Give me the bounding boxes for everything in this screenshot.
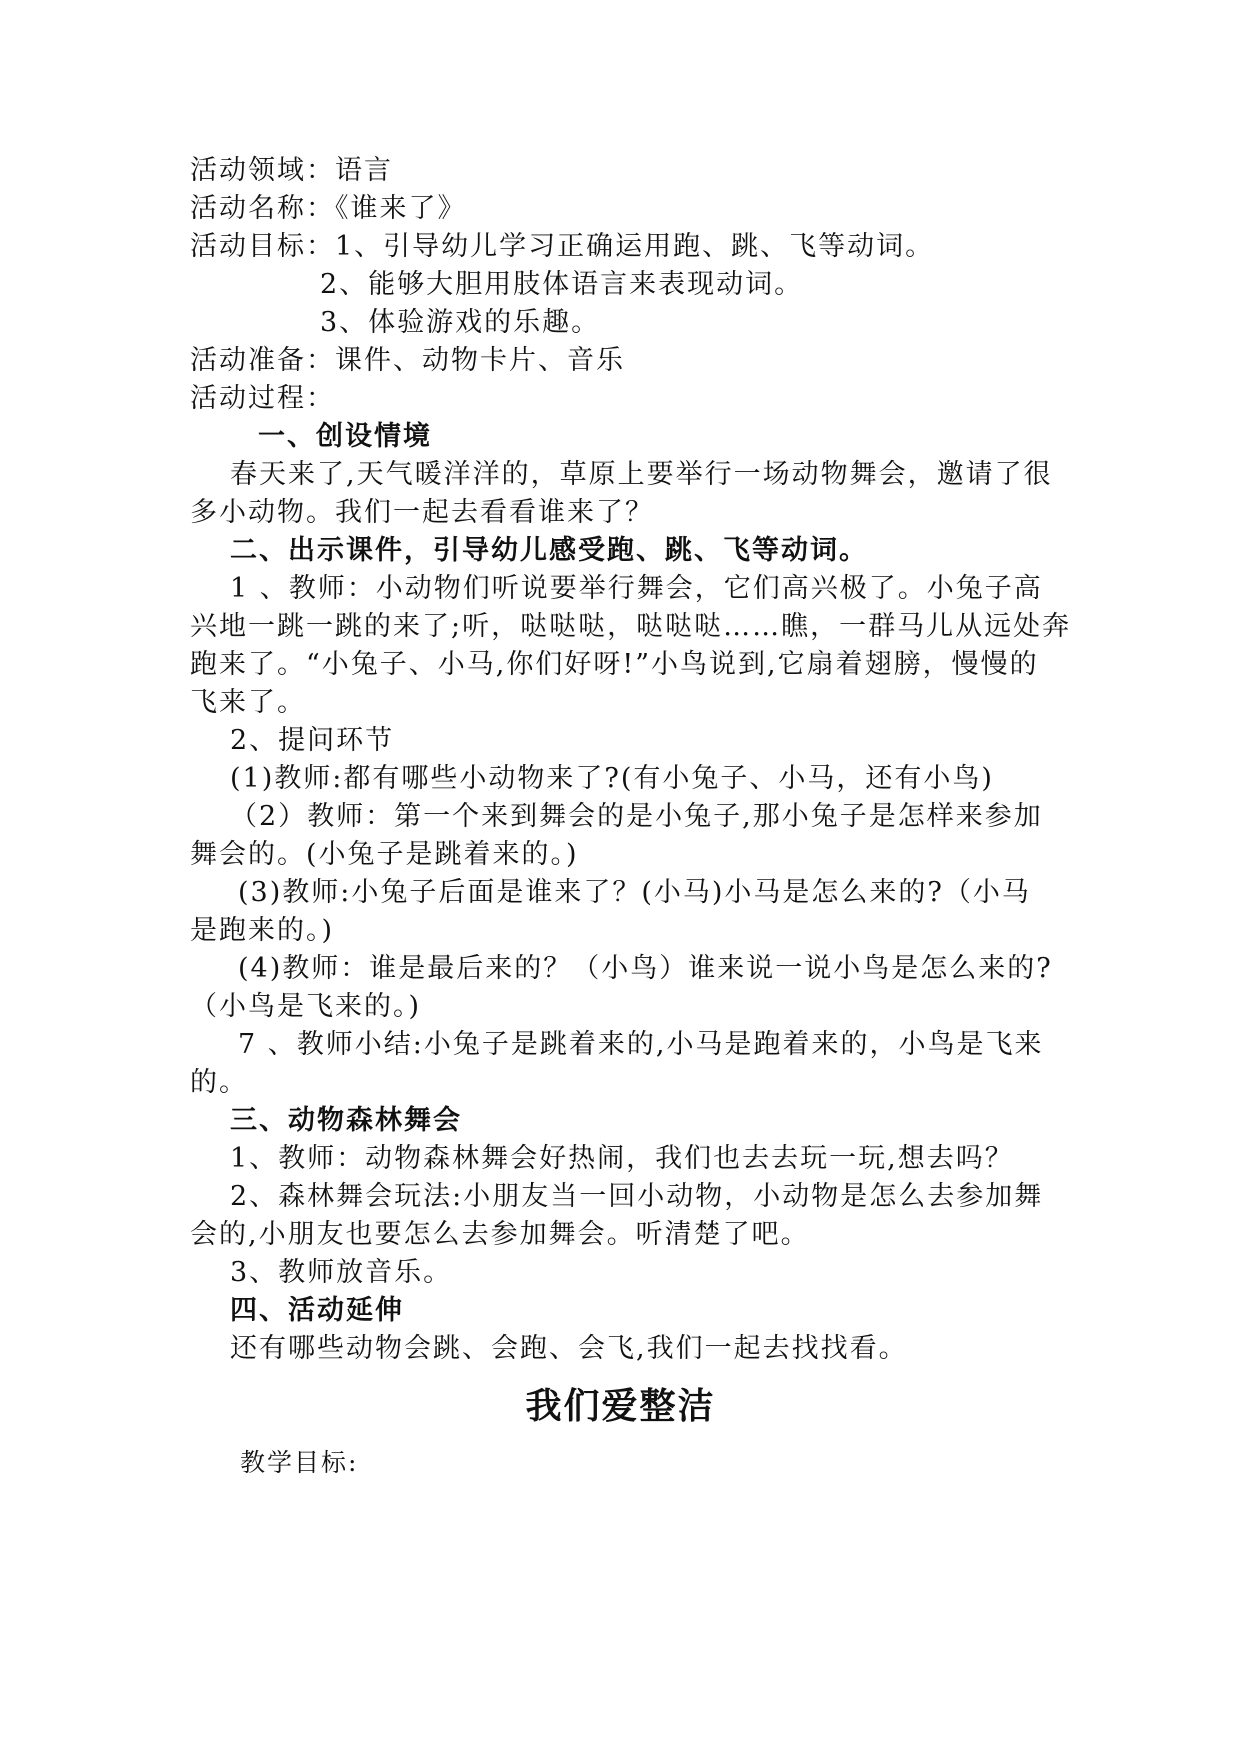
section-heading-4: 四、活动延伸 bbox=[230, 1295, 404, 1326]
paragraph-line: 跑来了。“小兔子、小马,你们好呀!”小鸟说到,它扇着翅膀，慢慢的 bbox=[190, 649, 1039, 680]
paragraph-line: 多小动物。我们一起去看看谁来了？ bbox=[190, 497, 654, 528]
section-heading-1: 一、创设情境 bbox=[258, 421, 432, 452]
paragraph-line: （2）教师：第一个来到舞会的是小兔子,那小兔子是怎样来参加 bbox=[230, 801, 1043, 832]
paragraph-line: 是跑来的。) bbox=[190, 915, 335, 946]
activity-goal-1: 活动目标：1、引导幼儿学习正确运用跑、跳、飞等动词。 bbox=[190, 231, 935, 262]
paragraph-line: 2、提问环节 bbox=[230, 725, 395, 756]
paragraph-line: 3、教师放音乐。 bbox=[230, 1257, 453, 1288]
activity-goal-3: 3、体验游戏的乐趣。 bbox=[320, 307, 601, 338]
paragraph-line: 兴地一跳一跳的来了;听，哒哒哒，哒哒哒……瞧，一群马儿从远处奔 bbox=[190, 611, 1072, 642]
teaching-goals-label: 教学目标: bbox=[240, 1448, 359, 1477]
section-heading-2: 二、出示课件，引导幼儿感受跑、跳、飞等动词。 bbox=[230, 535, 868, 566]
activity-preparation: 活动准备：课件、动物卡片、音乐 bbox=[190, 345, 625, 376]
paragraph-line: 飞来了。 bbox=[190, 687, 306, 718]
activity-goal-2: 2、能够大胆用肢体语言来表现动词。 bbox=[320, 269, 804, 300]
paragraph-line: 会的,小朋友也要怎么去参加舞会。听清楚了吧。 bbox=[190, 1219, 810, 1250]
paragraph-line: (4)教师：谁是最后来的？（小鸟）谁来说一说小鸟是怎么来的? bbox=[238, 953, 1053, 984]
paragraph-line: (1)教师:都有哪些小动物来了?(有小兔子、小马，还有小鸟) bbox=[230, 763, 994, 794]
paragraph-line: 2、森林舞会玩法:小朋友当一回小动物，小动物是怎么去参加舞 bbox=[230, 1181, 1044, 1212]
paragraph-line: （小鸟是飞来的。) bbox=[190, 991, 422, 1022]
activity-process: 活动过程： bbox=[190, 383, 335, 414]
paragraph-line: 舞会的。(小兔子是跳着来的。) bbox=[190, 839, 579, 870]
paragraph-line: 春天来了,天气暖洋洋的，草原上要举行一场动物舞会，邀请了很 bbox=[230, 459, 1053, 490]
activity-domain: 活动领域：语言 bbox=[190, 155, 393, 186]
paragraph-line: 7 、教师小结:小兔子是跳着来的,小马是跑着来的，小鸟是飞来 bbox=[238, 1029, 1044, 1060]
paragraph-line: 还有哪些动物会跳、会跑、会飞,我们一起去找找看。 bbox=[230, 1333, 908, 1364]
section-heading-3: 三、动物森林舞会 bbox=[230, 1105, 462, 1136]
paragraph-line: 的。 bbox=[190, 1067, 248, 1098]
paragraph-line: (3)教师:小兔子后面是谁来了？(小马)小马是怎么来的?（小马 bbox=[238, 877, 1031, 908]
paragraph-line: 1 、教师：小动物们听说要举行舞会，它们高兴极了。小兔子高 bbox=[230, 573, 1043, 604]
next-lesson-title: 我们爱整洁 bbox=[525, 1386, 716, 1427]
activity-name: 活动名称：《谁来了》 bbox=[190, 193, 467, 224]
paragraph-line: 1、教师：动物森林舞会好热闹，我们也去去玩一玩,想去吗？ bbox=[230, 1143, 1014, 1174]
